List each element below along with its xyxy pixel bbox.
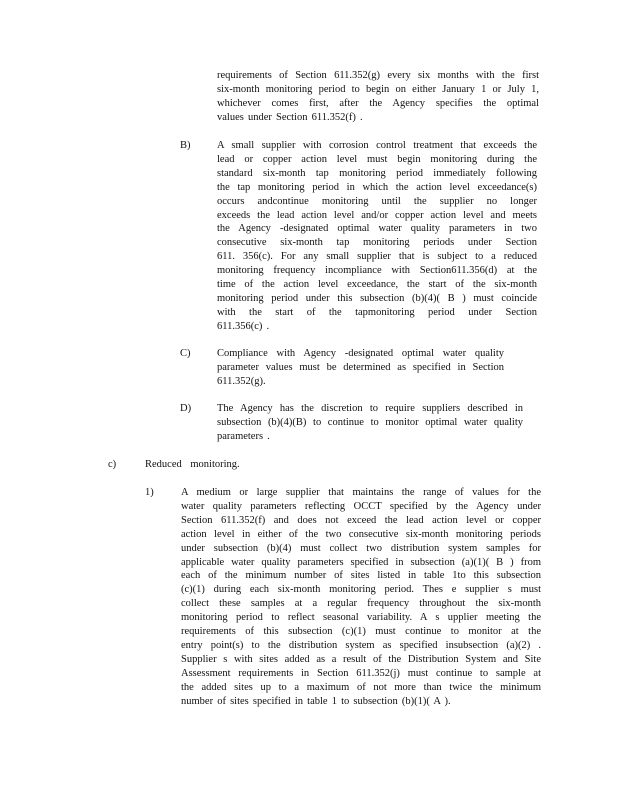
text-line: The Agency has the discretion to require suppliers described in: [217, 403, 523, 414]
text-line: Compliance with Agency -designated optimal water quality: [217, 348, 504, 359]
text-line: parameter values must be determined as specified in Section: [217, 361, 504, 373]
text-line: (c)(1) during each six-month monitoring period. Thes e supplier s must: [181, 584, 541, 596]
item-c-paragraph: [217, 347, 504, 389]
text-line: the added sites up to a maximum of not more than twice the minimum: [181, 681, 541, 693]
text-line: lead or copper action level must begin monitoring during the: [217, 153, 537, 165]
text-line: entry point(s) to the distribution system as specified insubsection (a)(2) .: [181, 639, 541, 651]
item-d-paragraph: [217, 402, 523, 444]
text-line: each of the minimum number of sites listed in table 1to this subsection: [181, 570, 541, 582]
text-line: monitoring frequency incompliance with Section611.356(d) at the: [217, 265, 537, 277]
section-heading: Reduced monitoring.: [145, 459, 240, 470]
text-line: exceeds the lead action level and/or copper action level and meets: [217, 209, 537, 221]
text-line: subsection (b)(4)(B) to continue to monitor optimal water quality: [217, 416, 523, 428]
text-line: whichever comes first, after the Agency specifies the optimal: [217, 97, 539, 109]
item-label-d: D): [180, 403, 192, 414]
text-line: 611. 356(c). For any small supplier that is subject to a reduced: [217, 251, 537, 263]
text-line: A medium or large supplier that maintains the range of values for the: [181, 487, 541, 498]
text-line: time of the action level exceedance, the start of the six-month: [217, 279, 537, 291]
text-line: Section 611.352(f) and does not exceed the lead action level or copper: [181, 514, 541, 526]
text-line: water quality parameters reflecting OCCT specified by the Agency under: [181, 500, 541, 512]
text-line: with the start of the tapmonitoring period under Section: [217, 306, 537, 318]
continuation-paragraph: [217, 69, 539, 125]
text-line: applicable water quality parameters specified in subsection (a)(1)( B ) from: [181, 556, 541, 568]
text-line: action level in either of the two consecutive six-month monitoring periods: [181, 528, 541, 540]
text-line: 611.356(c) .: [217, 320, 270, 332]
text-line: 611.352(g).: [217, 375, 266, 387]
text-line: consecutive six-month tap monitoring periods under Section: [217, 237, 537, 249]
text-line: standard six-month tap monitoring period immediately following: [217, 167, 537, 179]
text-line: monitoring period under this subsection (b)(4)( B ) must coincide: [217, 292, 537, 304]
text-line: Supplier s with sites added as a result of the Distribution System and Site: [181, 653, 541, 665]
text-line: occurs andcontinue monitoring until the supplier no longer: [217, 195, 537, 207]
text-line: A small supplier with corrosion control treatment that exceeds the: [217, 140, 537, 151]
item-1-paragraph: [181, 486, 541, 709]
text-line: Assessment requirements in Section 611.352(j) must continue to sample at: [181, 667, 541, 679]
text-line: under subsection (b)(4) must collect two distribution system samples for: [181, 542, 541, 554]
text-line: six-month monitoring period to begin on either January 1 or July 1,: [217, 83, 539, 95]
text-line: parameters .: [217, 430, 270, 442]
text-line: requirements of this subsection (c)(1) must continue to monitor at the: [181, 626, 541, 638]
section-label-c: c): [108, 459, 117, 470]
text-line: the tap monitoring period in which the action level exceedance(s): [217, 181, 537, 193]
text-line: collect these samples at a regular frequency throughout the six-month: [181, 598, 541, 610]
item-b-paragraph: [217, 139, 537, 334]
item-label-b: B): [180, 140, 191, 151]
text-line: the Agency -designated optimal water quality parameters in two: [217, 223, 537, 235]
text-line: monitoring period to reflect seasonal variability. A s upplier meeting the: [181, 612, 541, 624]
text-line: number of sites specified in table 1 to subsection (b)(1)( A ).: [181, 695, 451, 707]
text-line: requirements of Section 611.352(g) every six months with the first: [217, 70, 539, 81]
item-label-c: C): [180, 348, 191, 359]
text-line: values under Section 611.352(f) .: [217, 111, 363, 123]
item-label-1: 1): [145, 487, 154, 498]
